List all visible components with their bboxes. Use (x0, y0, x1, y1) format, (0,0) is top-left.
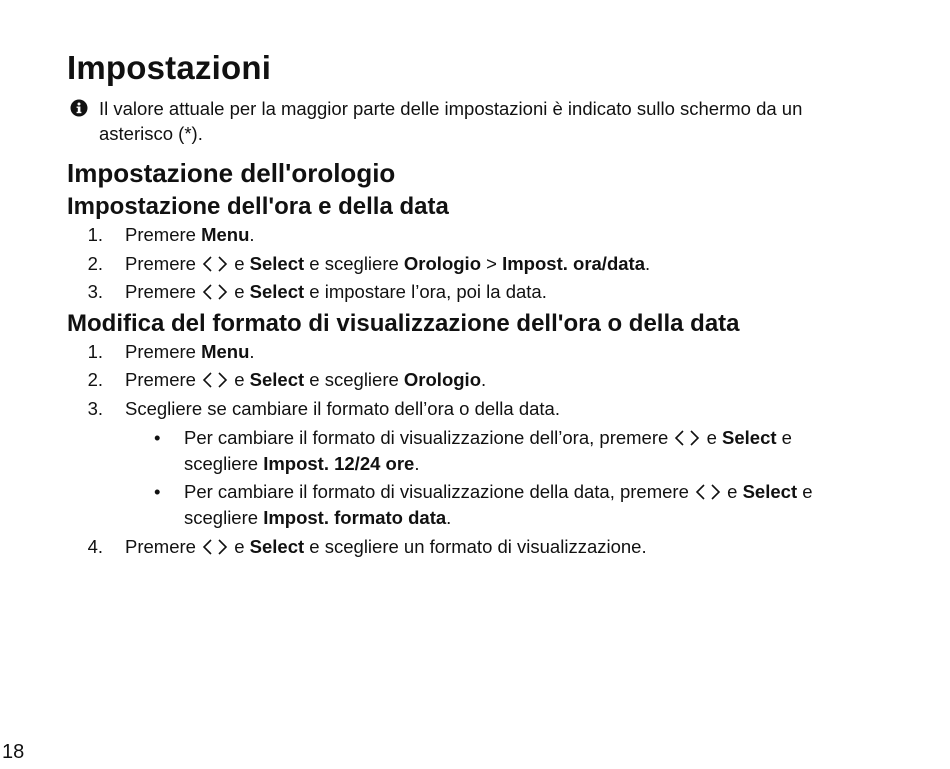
bullet-text: Per cambiare il formato di visualizzazione della data, premere (184, 481, 695, 502)
bullet-text: Per cambiare il formato di visualizzazione dell’ora, premere (184, 427, 674, 448)
bullet-text-bold: Select (722, 427, 777, 448)
bullet-text: e scegliere (184, 481, 813, 528)
bullet-text-bold: Impost. formato data (263, 507, 447, 528)
manual-page (67, 48, 867, 562)
bullet-text-bold: Select (742, 481, 798, 502)
bullet-list (125, 425, 867, 531)
bullet-text: e (722, 481, 743, 502)
step-text-bold: Orologio (403, 369, 481, 390)
step-text: e (229, 536, 250, 557)
left-right-arrows-icon (202, 256, 228, 272)
list-item (67, 395, 867, 532)
page-title: Impostazioni (67, 49, 272, 86)
list-item (67, 366, 867, 395)
bullet-text-bold: Impost. 12/24 ore (263, 453, 415, 474)
info-note-text: Il valore attuale per la maggior parte delle impostazioni è indicato sullo schermo da un asterisco (*). (99, 98, 803, 144)
step-text: e impostare l’ora, poi la data. (304, 281, 547, 302)
bullet-text: e (701, 427, 723, 448)
list-item (67, 250, 867, 279)
step-text: > (481, 252, 503, 274)
list-item (67, 221, 867, 250)
step-text: Premere (125, 281, 202, 302)
left-right-arrows-icon (695, 484, 721, 500)
step-text-bold: Menu (201, 224, 250, 245)
left-right-arrows-icon (202, 372, 228, 388)
step-text: Premere (125, 224, 202, 245)
bullet-marker: • (154, 427, 161, 448)
left-right-arrows-icon (674, 430, 700, 446)
step-number: 4. (87, 536, 103, 557)
step-text-bold: Select (249, 369, 305, 390)
step-text-bold: Select (249, 252, 305, 274)
step-number: 2. (87, 369, 103, 390)
list-item (67, 338, 867, 367)
steps-list-format (67, 338, 867, 562)
steps-list-date-time (67, 221, 867, 307)
step-number: 3. (87, 397, 103, 419)
bullet-text: . (446, 507, 452, 528)
step-text: Premere (125, 340, 202, 362)
info-note (67, 96, 867, 146)
step-number: 3. (87, 281, 103, 302)
step-text: e scegliere (304, 252, 404, 274)
step-text: e scegliere (304, 369, 404, 390)
step-text-bold: Menu (201, 340, 250, 362)
list-item (67, 278, 867, 307)
list-item (67, 533, 867, 562)
step-number: 1. (87, 224, 103, 245)
subsection-heading-format: Modifica del formato di visualizzazione dell'ora o della data (67, 309, 740, 337)
page-number: 18 (2, 741, 25, 763)
bullet-marker: • (154, 481, 161, 502)
step-text: e (229, 369, 250, 390)
section-heading: Impostazione dell'orologio (67, 158, 396, 188)
bullet-text: e scegliere (184, 427, 792, 474)
list-item (125, 425, 867, 477)
step-text: e scegliere un formato di visualizzazione. (304, 536, 647, 557)
step-text-bold: Orologio (403, 252, 481, 274)
bullet-text: . (414, 453, 420, 474)
step-text: Premere (125, 252, 202, 274)
step-text: . (644, 252, 651, 274)
list-item (125, 479, 867, 531)
step-text: e (229, 252, 250, 274)
step-number: 2. (87, 252, 103, 274)
left-right-arrows-icon (202, 284, 228, 300)
step-text: Premere (125, 369, 202, 390)
step-text-bold: Impost. ora/data (502, 252, 645, 274)
step-text-bold: Select (249, 281, 305, 302)
step-text: . (249, 224, 255, 245)
step-text: e (229, 281, 250, 302)
step-number: 1. (87, 340, 103, 362)
step-text: . (249, 340, 255, 362)
step-text-bold: Select (249, 536, 305, 557)
left-right-arrows-icon (202, 539, 228, 555)
subsection-heading-date-time: Impostazione dell'ora e della data (67, 193, 449, 220)
info-icon (70, 99, 88, 117)
step-text: Premere (125, 536, 202, 557)
step-text: Scegliere se cambiare il formato dell’ora o della data. (125, 397, 560, 419)
step-text: . (481, 369, 487, 390)
